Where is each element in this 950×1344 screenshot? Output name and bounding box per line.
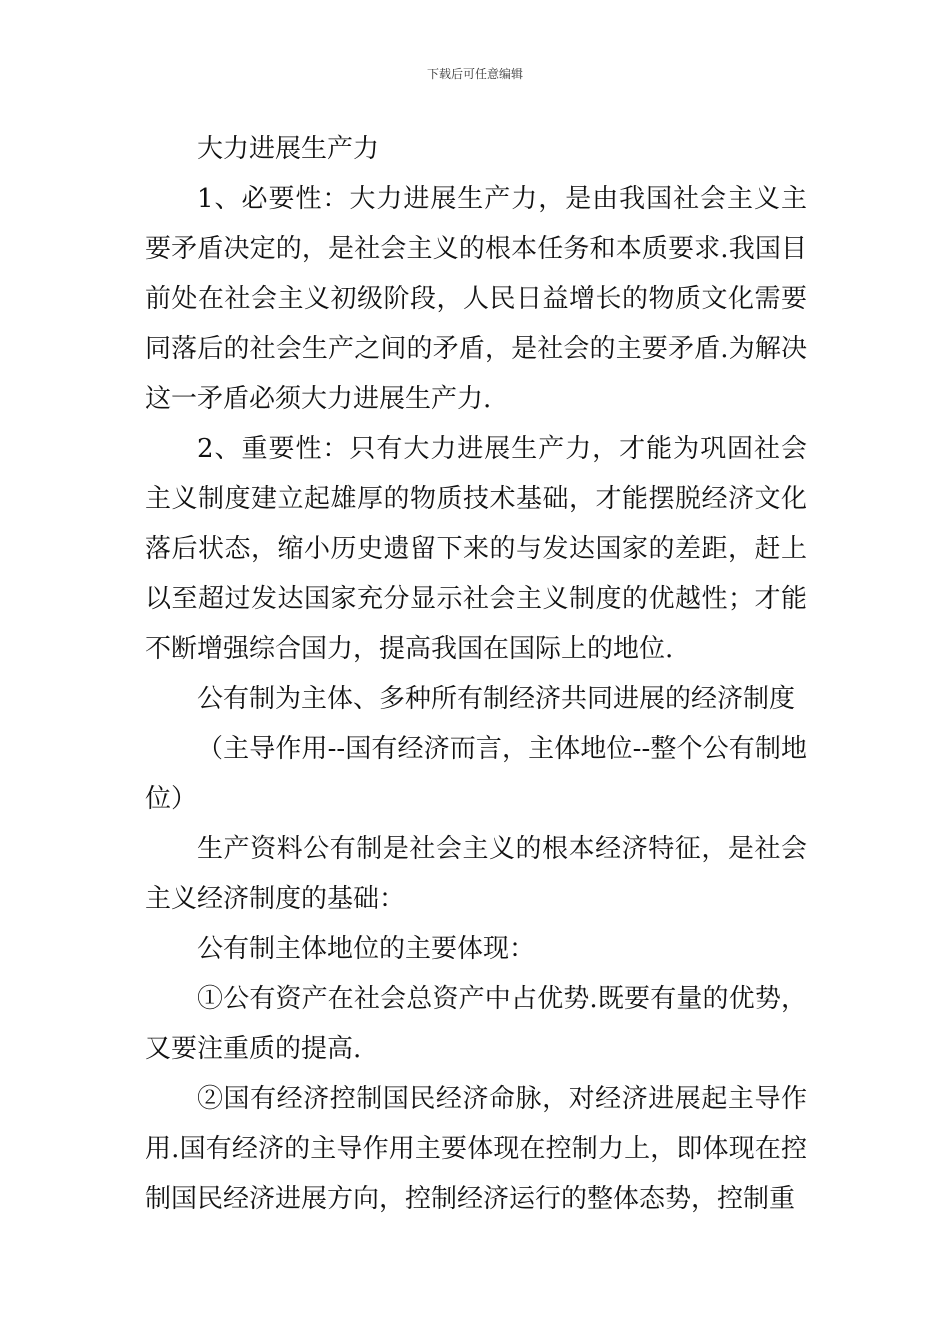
paragraph-public-ownership: 生产资料公有制是社会主义的根本经济特征，是社会主义经济制度的基础： [145, 834, 807, 914]
list-item-1: ①公有资产在社会总资产中占优势.既要有量的优势，又要注重质的提高. [145, 984, 807, 1064]
paragraph-main-manifestations: 公有制主体地位的主要体现： [197, 934, 536, 964]
page-header: 下载后可任意编辑 [426, 67, 523, 81]
section-heading: 大力进展生产力 [197, 134, 380, 164]
list-item-2: ②国有经济控制国民经济命脉，对经济进展起主导作用.国有经济的主导作用主要体现在控制力上，即体现在控制国民经济进展方向，控制经济运行的整体态势，控制重 [145, 1084, 807, 1214]
paragraph-note: （主导作用--国有经济而言，主体地位--整个公有制地位） [145, 734, 807, 814]
paragraph-importance: 2、重要性：只有大力进展生产力，才能为巩固社会主义制度建立起雄厚的物质技术基础，才能摆脱经济文化落后状态，缩小历史遗留下来的与发达国家的差距，赶上以至超过发达国家充分显示社会主义制度的优越性；才能不断增强综合国力，提高我国在国际上的地位. [145, 434, 807, 664]
section-heading-ownership: 公有制为主体、多种所有制经济共同进展的经济制度 [197, 684, 796, 714]
document-body [145, 124, 807, 1224]
paragraph-necessity: 1、必要性：大力进展生产力，是由我国社会主义主要矛盾决定的，是社会主义的根本任务和本质要求.我国目前处在社会主义初级阶段，人民日益增长的物质文化需要同落后的社会生产之间的矛盾，是社会的主要矛盾.为解决这一矛盾必须大力进展生产力. [145, 184, 807, 414]
